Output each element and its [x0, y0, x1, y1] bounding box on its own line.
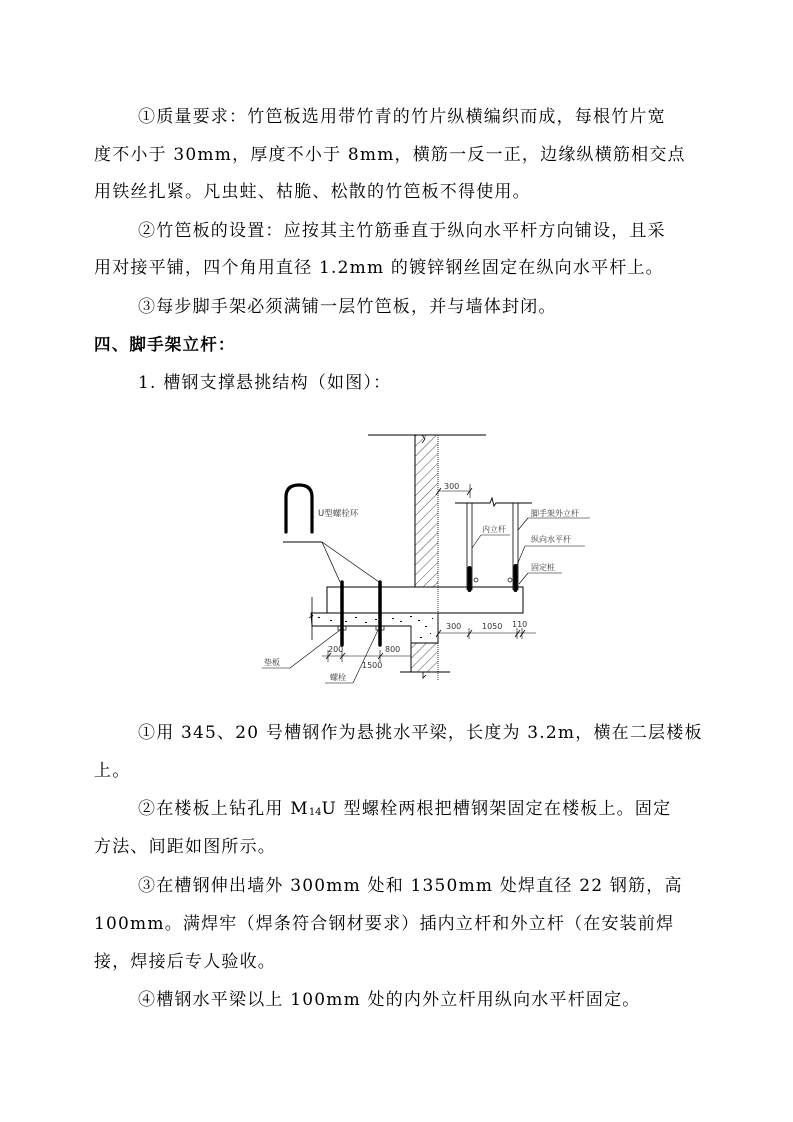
text-line: 用对接平铺，四个角用直径 1.2mm 的镀锌钢丝固定在纵向水平杆上。 — [94, 258, 664, 278]
u-bolt-leader — [283, 542, 379, 582]
label-u-bolt-ring: U型螺栓环 — [318, 509, 359, 519]
dim-label: 300 — [444, 482, 460, 491]
wall-lower — [400, 643, 450, 678]
label-outer-pole: 脚手架外立杆 — [531, 509, 579, 518]
inner-pole — [467, 503, 478, 590]
leader-inner-pole — [472, 535, 510, 548]
cantilever-structure-diagram — [250, 420, 600, 700]
dim-label: 110 — [512, 620, 528, 629]
text-line: ①用 345、20 号槽钢作为悬挑水平梁，长度为 3.2m，横在二层楼板 — [138, 723, 703, 743]
text-line: ①质量要求：竹笆板选用带竹青的竹片纵横编织而成，每根竹片宽 — [138, 107, 666, 127]
dim-label: 800 — [385, 645, 401, 654]
u-bolt-ring-icon — [286, 485, 312, 532]
label-bolt: 螺栓 — [330, 673, 346, 682]
outer-pole — [508, 503, 518, 590]
leader-outer-pole — [518, 518, 590, 530]
dim-label: 1500 — [362, 661, 383, 670]
label-fixing-peg: 固定桩 — [531, 563, 555, 572]
dim-label: 1050 — [482, 622, 503, 631]
pole-top-line — [455, 498, 532, 506]
paragraph-fixing: ④槽钢水平梁以上 100mm 处的内外立杆用纵向水平杆固定。 — [138, 990, 641, 1010]
text-line: ③在槽钢伸出墙外 300mm 处和 1350mm 处焊直径 22 钢筋，高 — [138, 876, 683, 896]
text-line: 方法、间距如图所示。 — [94, 837, 276, 857]
section-heading: 四、脚手架立杆： — [94, 335, 236, 354]
text-line: ②竹笆板的设置：应按其主竹筋垂直于纵向水平杆方向铺设，且采 — [138, 221, 666, 241]
text-line: 度不小于 30mm，厚度不小于 8mm，横筋一反一正，边缘纵横筋相交点 — [94, 145, 686, 165]
label-inner-pole: 内立杆 — [482, 525, 506, 534]
text-line: ②在楼板上钻孔用 $M_{14}U$ 型螺栓两根把槽钢架固定在楼板上。固定 — [138, 799, 672, 819]
leader-fixing-peg — [519, 573, 562, 584]
dim-label: 300 — [446, 622, 462, 631]
text-line: 接，焊接后专人验收。 — [94, 952, 276, 972]
list-item-title: 1. 槽钢支撑悬挑结构（如图）： — [138, 373, 392, 393]
text-line: 100mm。满焊牢（焊条符合钢材要求）插内立杆和外立杆（在安装前焊 — [94, 914, 675, 934]
text-line: 上。 — [94, 761, 131, 781]
label-longitudinal-bar: 纵向水平杆 — [531, 535, 571, 544]
label-pad-plate: 垫板 — [264, 658, 280, 667]
dim-label: 200 — [328, 645, 344, 654]
paragraph-full-coverage: ③每步脚手架必须满铺一层竹笆板，并与墙体封闭。 — [138, 297, 557, 317]
channel-steel-beam — [327, 587, 523, 613]
text-line: 用铁丝扎紧。凡虫蛀、枯脆、松散的竹笆板不得使用。 — [94, 182, 531, 202]
floor-slab — [309, 597, 438, 643]
